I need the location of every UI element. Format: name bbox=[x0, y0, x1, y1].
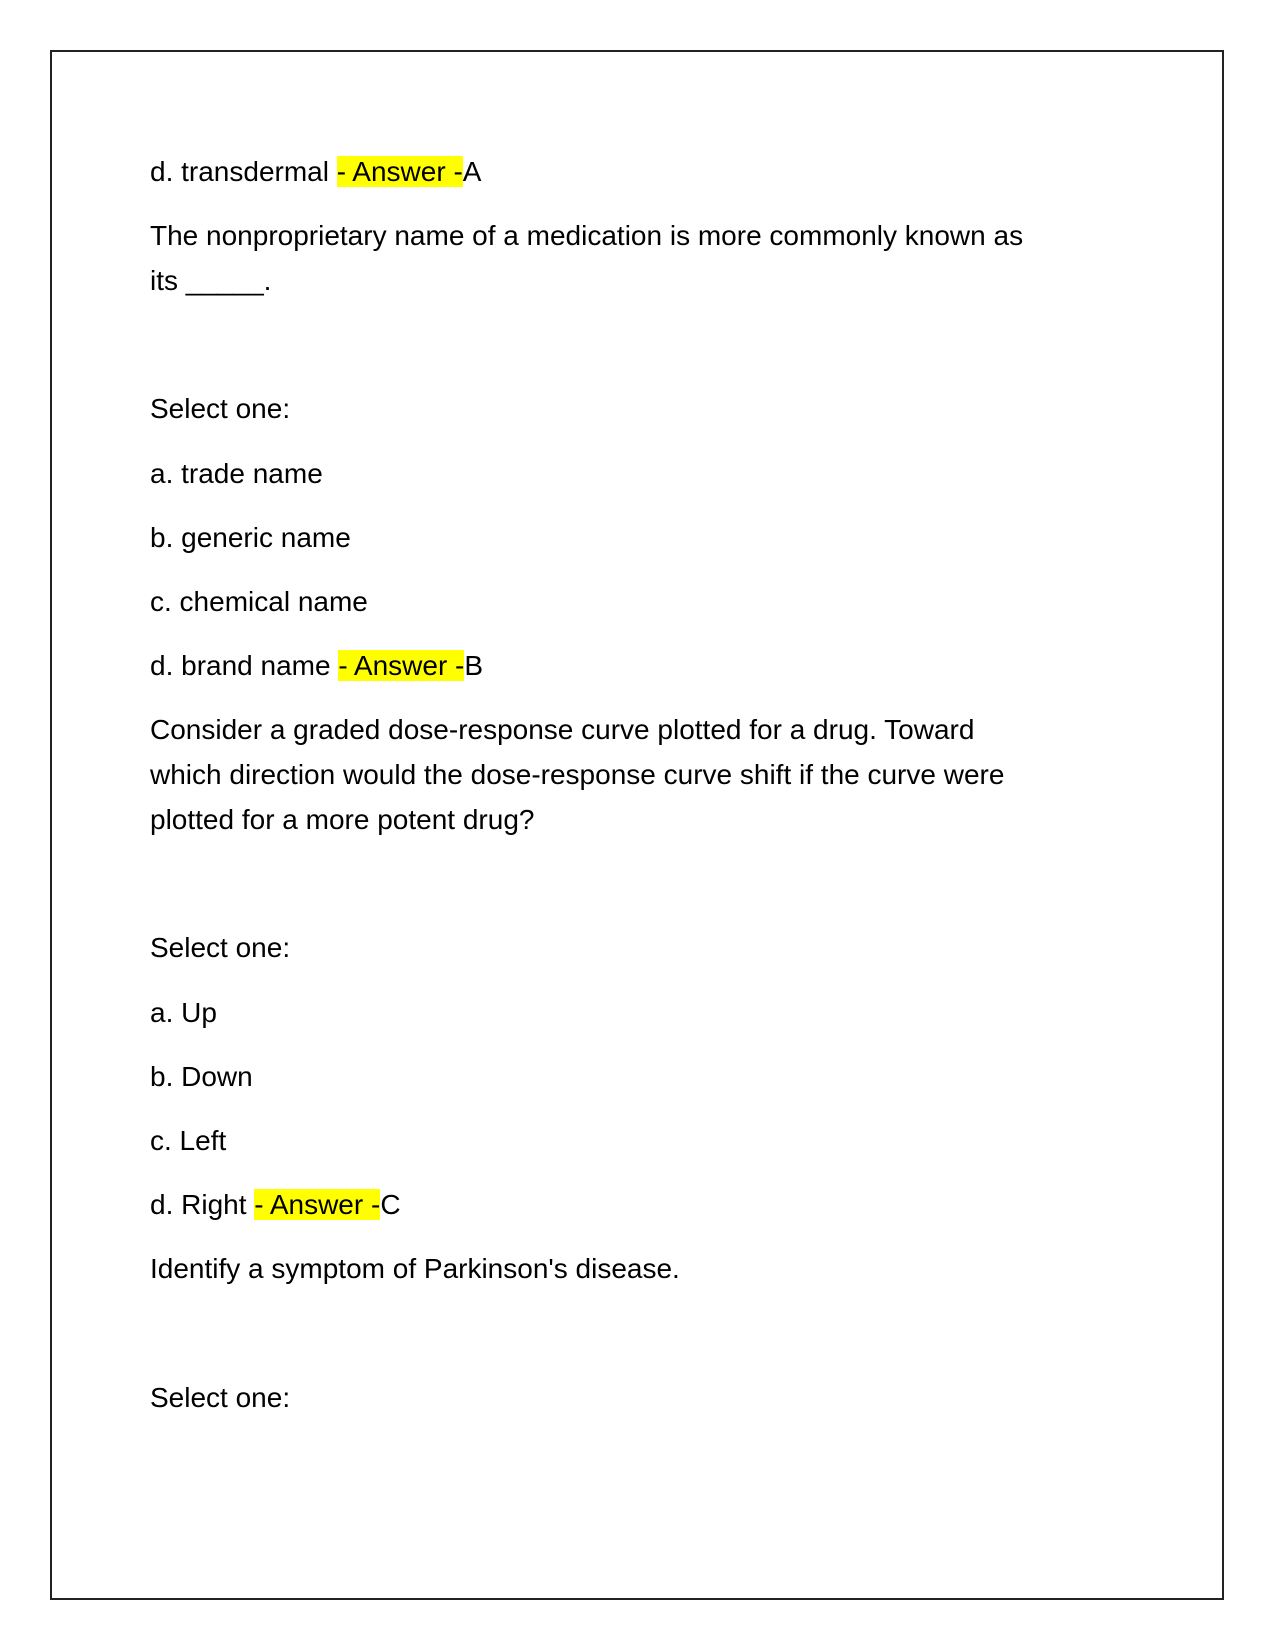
answer-highlight: - Answer - bbox=[254, 1189, 381, 1220]
option-text: d. Right bbox=[150, 1189, 255, 1220]
question-1-option-b: b. generic name bbox=[150, 522, 351, 553]
option-text: d. brand name bbox=[150, 650, 339, 681]
answer-highlight: - Answer - bbox=[336, 156, 463, 187]
option-d-transdermal bbox=[150, 148, 481, 195]
question-2-text-line-2: which direction would the dose-response curve shift if the curve were bbox=[150, 759, 1005, 790]
question-2-option-c: c. Left bbox=[150, 1125, 227, 1156]
question-3-text-line-1: Identify a symptom of Parkinson's disease. bbox=[150, 1253, 680, 1284]
question-2-text-line-3: plotted for a more potent drug? bbox=[150, 804, 535, 835]
question-1-option-d bbox=[150, 642, 483, 689]
question-1-text-line-1: The nonproprietary name of a medication is more commonly known as bbox=[150, 220, 1024, 251]
question-3-select-prompt: Select one: bbox=[150, 1382, 291, 1413]
answer-letter: A bbox=[462, 156, 482, 187]
question-2-option-b: b. Down bbox=[150, 1061, 253, 1092]
question-2-option-a: a. Up bbox=[150, 997, 217, 1028]
answer-letter: B bbox=[464, 650, 484, 681]
question-2-text-line-1: Consider a graded dose-response curve plotted for a drug. Toward bbox=[150, 714, 975, 745]
answer-letter: C bbox=[380, 1189, 401, 1220]
question-1-text-line-2: its _____. bbox=[150, 265, 272, 296]
option-text: d. transdermal bbox=[150, 156, 337, 187]
answer-highlight: - Answer - bbox=[338, 650, 465, 681]
question-2-option-d bbox=[150, 1181, 401, 1228]
question-1-option-a: a. trade name bbox=[150, 458, 323, 489]
question-2-select-prompt: Select one: bbox=[150, 932, 291, 963]
question-1-option-c: c. chemical name bbox=[150, 586, 368, 617]
question-1-select-prompt: Select one: bbox=[150, 393, 291, 424]
